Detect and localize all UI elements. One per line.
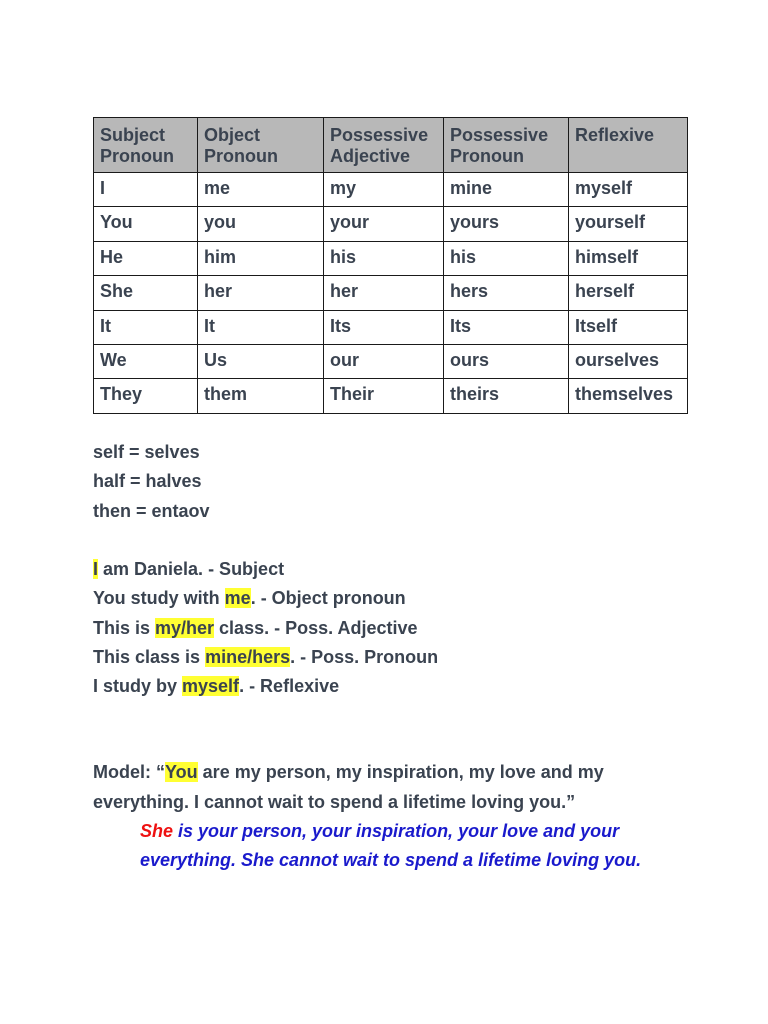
cell-poss-adj: her [324, 276, 444, 310]
header-reflexive: Reflexive [569, 118, 688, 173]
cell-poss-adj: Its [324, 310, 444, 344]
example-line: This is my/her class. - Poss. Adjective [93, 617, 418, 638]
highlight: I [93, 559, 99, 579]
plural-notes [93, 438, 210, 526]
model-sentence: Model: “You are my person, my inspiration, my love and my everything. I cannot wait to spend a lifetime loving you.” [93, 762, 604, 812]
example-line: I study by myself. - Reflexive [93, 676, 340, 697]
example-line: This class is mine/hers. - Poss. Pronoun [93, 646, 439, 667]
highlight: You [165, 762, 198, 782]
cell-poss-adj: my [324, 173, 444, 207]
cell-poss-pron: his [444, 241, 569, 275]
cell-object: him [198, 241, 324, 275]
cell-object: me [198, 173, 324, 207]
table-row [94, 379, 688, 413]
table-row [94, 173, 688, 207]
header-possessive-adjective: Possessive Adjective [324, 118, 444, 173]
cell-object: them [198, 379, 324, 413]
header-object-pronoun: Object Pronoun [198, 118, 324, 173]
highlight: me [224, 588, 251, 609]
cell-subject: They [94, 379, 198, 413]
cell-poss-pron: yours [444, 207, 569, 241]
highlight: my/her [155, 617, 215, 638]
cell-reflexive: Itself [569, 310, 688, 344]
table-row [94, 276, 688, 310]
cell-reflexive: yourself [569, 207, 688, 241]
cell-object: Us [198, 344, 324, 378]
cell-poss-pron: mine [444, 173, 569, 207]
cell-reflexive: ourselves [569, 344, 688, 378]
header-possessive-pronoun: Possessive Pronoun [444, 118, 569, 173]
cell-object: you [198, 207, 324, 241]
cell-reflexive: herself [569, 276, 688, 310]
cell-poss-adj: Their [324, 379, 444, 413]
example-sentences [93, 555, 438, 701]
cell-poss-pron: ours [444, 344, 569, 378]
example-line: You study with me. - Object pronoun [93, 588, 406, 609]
cell-subject: You [94, 207, 198, 241]
cell-poss-adj: our [324, 344, 444, 378]
answer-subject: She [140, 821, 174, 841]
cell-object: It [198, 310, 324, 344]
cell-poss-pron: Its [444, 310, 569, 344]
table-row [94, 207, 688, 241]
cell-subject: He [94, 241, 198, 275]
pronoun-table [93, 117, 688, 414]
cell-reflexive: myself [569, 173, 688, 207]
header-subject-pronoun: Subject Pronoun [94, 118, 198, 173]
answer-sentence: She is your person, your inspiration, your love and your everything. She cannot wait to spend a lifetime loving you. [140, 821, 642, 870]
cell-subject: It [94, 310, 198, 344]
highlight: mine/hers [205, 646, 291, 667]
cell-reflexive: themselves [569, 379, 688, 413]
plural-line: then = entaov [93, 500, 210, 521]
plural-line: self = selves [93, 442, 200, 462]
table-row [94, 310, 688, 344]
cell-poss-pron: hers [444, 276, 569, 310]
cell-subject: I [94, 173, 198, 207]
cell-reflexive: himself [569, 241, 688, 275]
plural-line: half = halves [93, 471, 202, 492]
cell-poss-adj: his [324, 241, 444, 275]
highlight: myself [182, 676, 240, 697]
example-line: I am Daniela. - Subject [93, 559, 285, 579]
cell-subject: She [94, 276, 198, 310]
cell-subject: We [94, 344, 198, 378]
cell-poss-pron: theirs [444, 379, 569, 413]
table-row [94, 344, 688, 378]
cell-object: her [198, 276, 324, 310]
cell-poss-adj: your [324, 207, 444, 241]
table-header-row [94, 118, 688, 173]
table-row [94, 241, 688, 275]
